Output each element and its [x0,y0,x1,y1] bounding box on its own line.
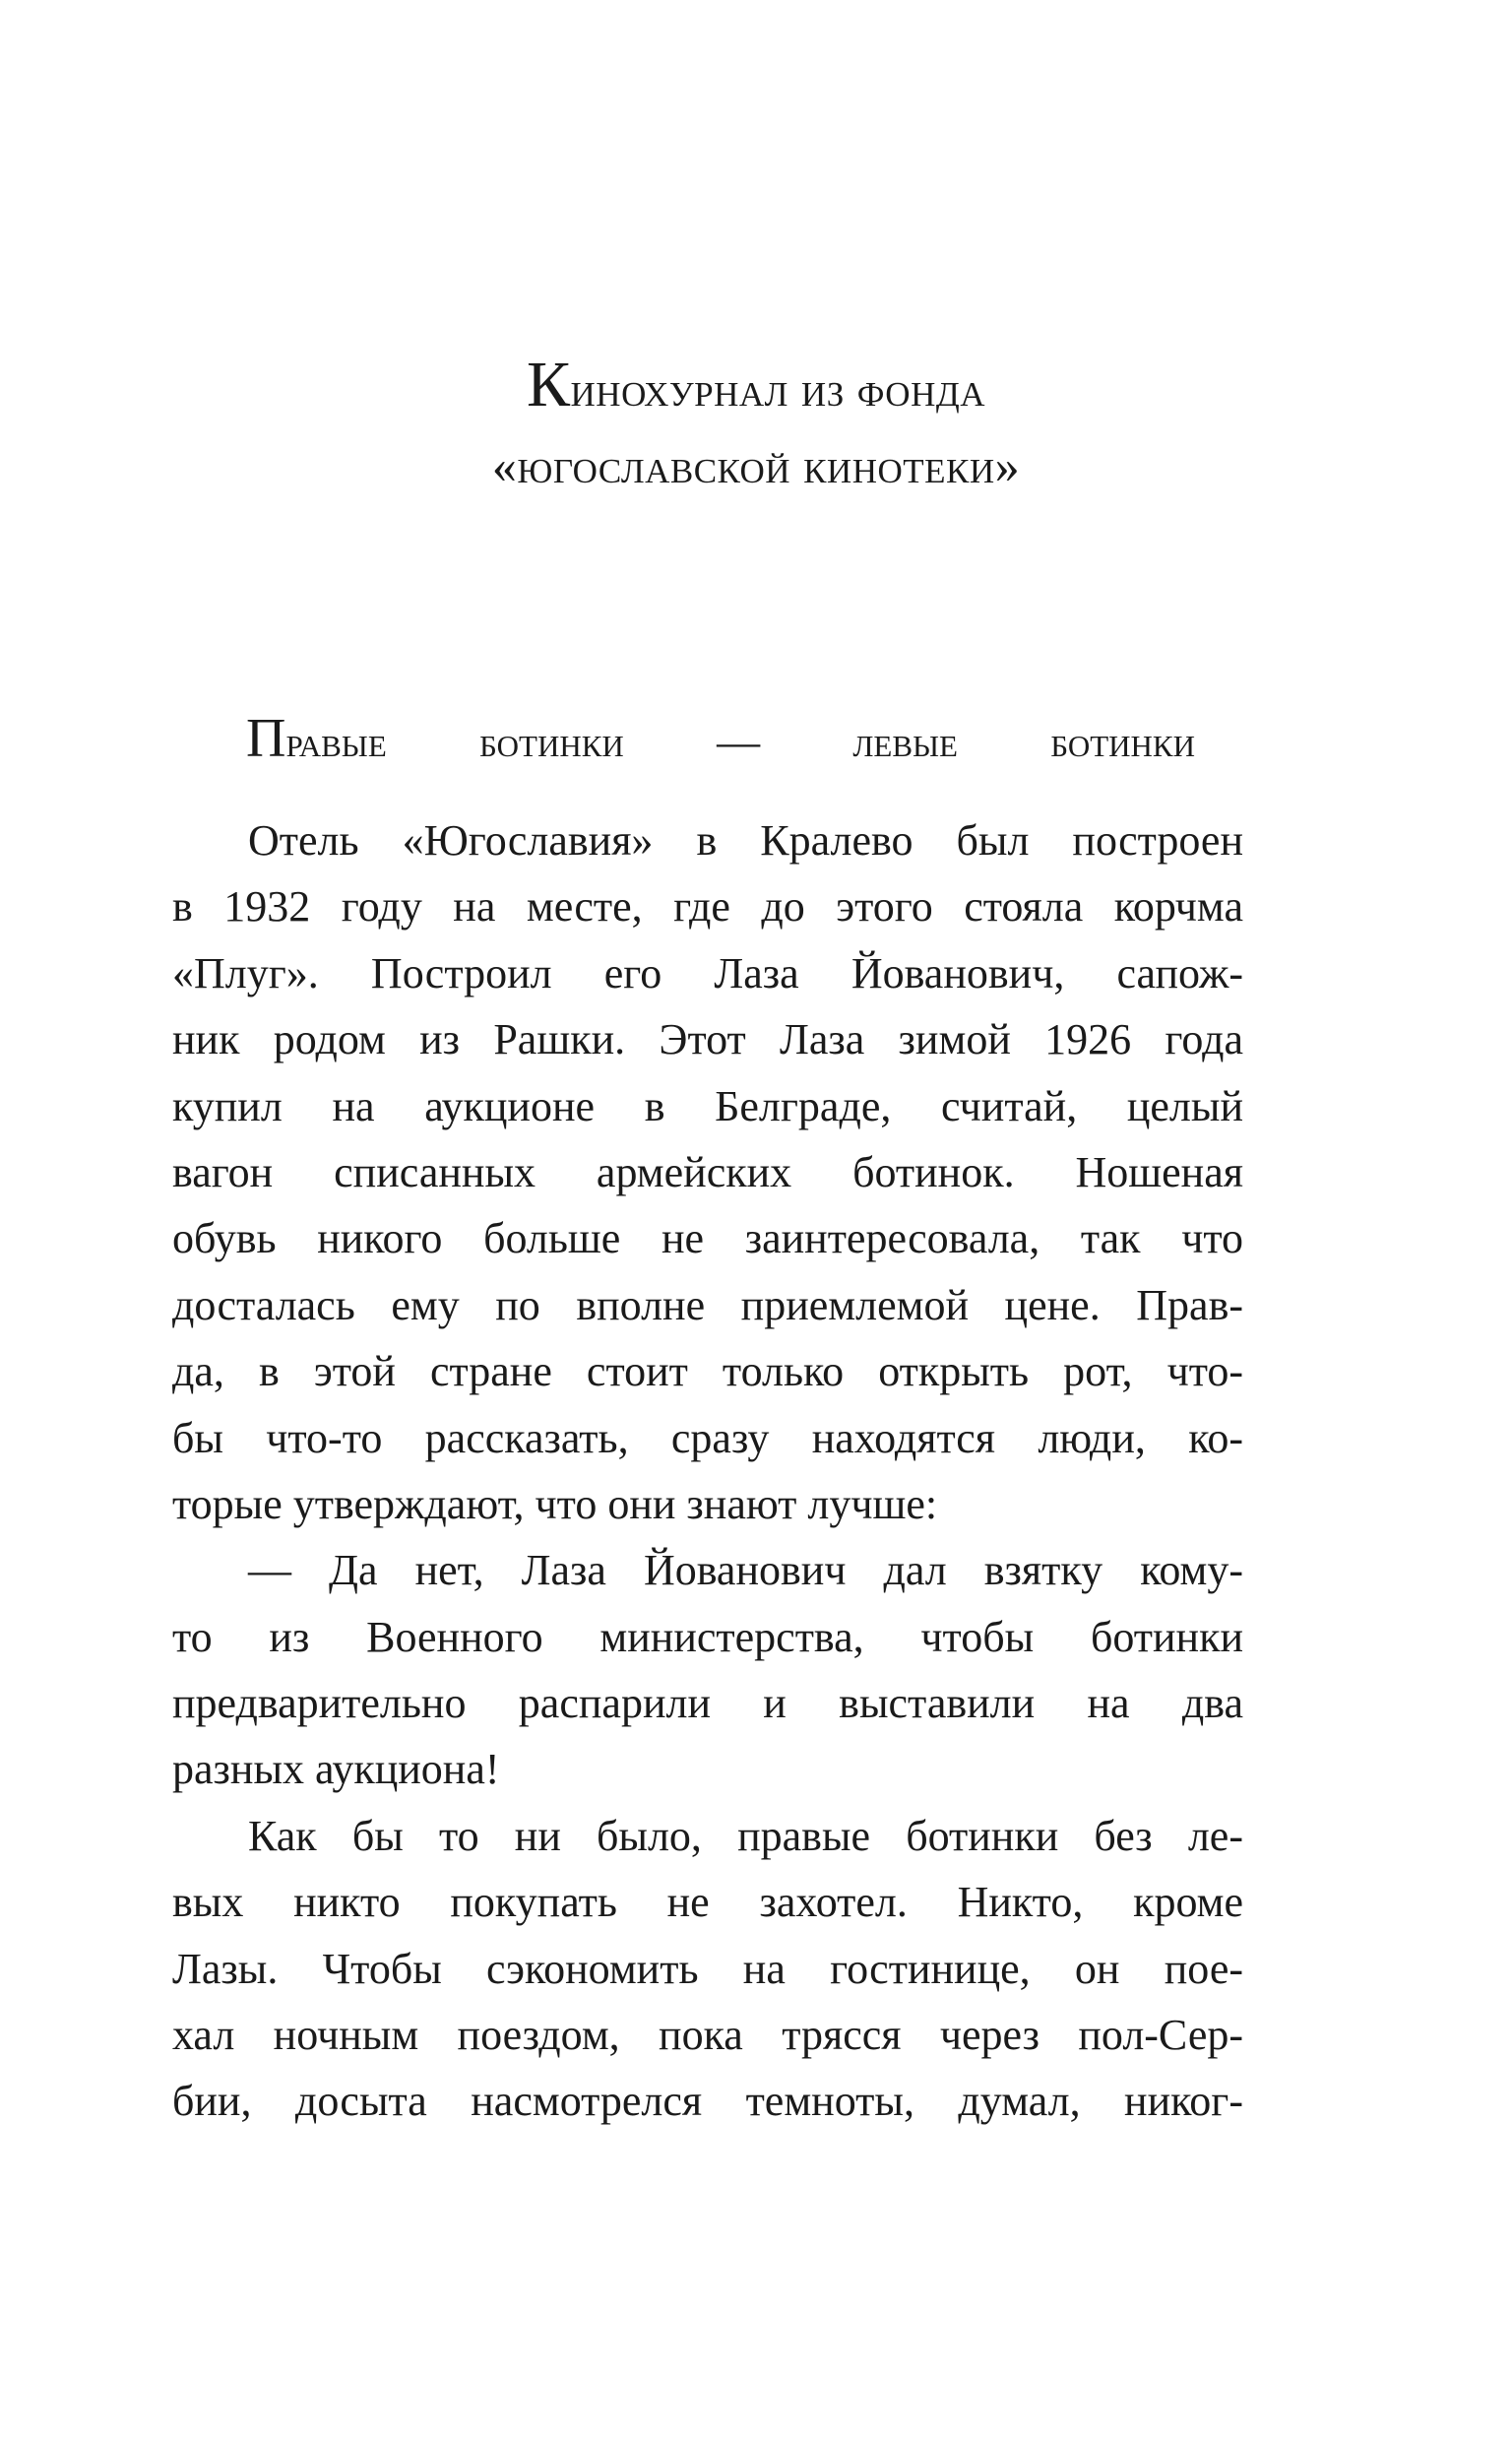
section-title-initial: П [246,708,286,769]
text-line: вагон списанных армейских ботинок. Ношеная [172,1147,1243,1196]
text-line: в 1932 году на месте, где до этого стояла корчма [172,882,1243,932]
text-line: ник родом из Рашки. Этот Лаза зимой 1926 года [172,1015,1243,1064]
text-line: купил на аукционе в Белграде, считай, целый [172,1081,1243,1130]
text-line: то из Военного министерства, чтобы ботинки [172,1612,1243,1661]
text-line: Как бы то ни было, правые ботинки без ле- [248,1811,1243,1860]
chapter-title-line-1-rest: инохурнал из фонда [570,361,986,417]
text-line: бии, досыта насмотрелся темноты, думал, никог- [172,2077,1243,2126]
text-line: «Плуг». Построил его Лаза Йованович, сапож- [172,948,1243,997]
chapter-title-line-2: «югославской кинотеки» [491,438,1021,493]
dialogue-line: — Да нет, Лаза Йованович дал взятку кому- [248,1546,1243,1595]
text-line: предварительно распарили и выставили на два [172,1679,1243,1728]
text-line: вых никто покупать не захотел. Никто, кроме [172,1878,1243,1927]
text-line: Отель «Югославия» в Кралево был построен [248,816,1243,865]
text-line: досталась ему по вполне приемлемой цене. Прав- [172,1280,1243,1329]
text-line: да, в этой стране стоит только открыть рот, что- [172,1347,1243,1396]
section-title-rest: равые ботинки — левые ботинки [285,718,1195,766]
chapter-title-line-1 [0,347,1512,427]
text-line: разных аукциона! [172,1745,500,1794]
chapter-title-initial: К [526,349,571,420]
section-title [246,709,1195,772]
text-line: бы что-то рассказать, сразу находятся люди, ко- [172,1413,1243,1462]
text-line: торые утверждают, что они знают лучше: [172,1479,938,1528]
text-line: хал ночным поездом, пока трясся через пол-Сер- [172,2011,1243,2060]
chapter-title [0,347,1512,504]
body-text [172,807,1243,2135]
text-line: обувь никого больше не заинтересовала, так что [172,1214,1243,1263]
text-line: Лазы. Чтобы сэкономить на гостинице, он пое- [172,1944,1243,1993]
